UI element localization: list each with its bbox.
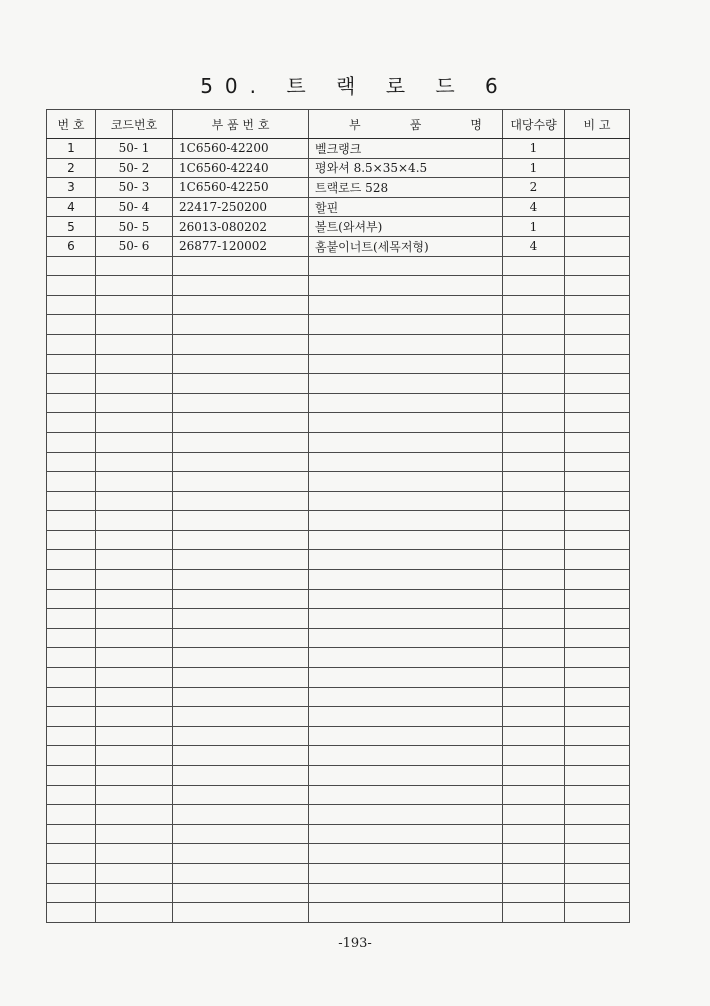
cell-quantity: 2	[503, 178, 565, 198]
table-row-empty	[47, 609, 630, 629]
empty-cell	[503, 432, 565, 452]
empty-cell	[96, 315, 173, 335]
empty-cell	[96, 766, 173, 786]
empty-cell	[47, 746, 96, 766]
empty-cell	[173, 334, 309, 354]
cell-part-number: 1C6560-42250	[173, 178, 309, 198]
cell-part-number: 26877-120002	[173, 236, 309, 256]
empty-cell	[565, 883, 630, 903]
table-row-empty	[47, 491, 630, 511]
table-row-empty	[47, 824, 630, 844]
table-row-empty	[47, 687, 630, 707]
table-row-empty	[47, 256, 630, 276]
empty-cell	[173, 824, 309, 844]
table-row-empty	[47, 805, 630, 825]
empty-cell	[565, 824, 630, 844]
empty-cell	[503, 805, 565, 825]
table-row-empty	[47, 334, 630, 354]
table-row-empty	[47, 295, 630, 315]
empty-cell	[503, 726, 565, 746]
table-row-empty	[47, 570, 630, 590]
cell-no: 1	[47, 139, 96, 159]
table-row-empty	[47, 628, 630, 648]
table-row	[47, 178, 630, 198]
empty-cell	[503, 668, 565, 688]
empty-cell	[309, 413, 503, 433]
cell-no: 2	[47, 158, 96, 178]
empty-cell	[173, 687, 309, 707]
table-row-empty	[47, 530, 630, 550]
empty-cell	[96, 570, 173, 590]
empty-cell	[96, 609, 173, 629]
parts-table	[46, 109, 630, 923]
cell-remarks	[565, 236, 630, 256]
empty-cell	[565, 374, 630, 394]
empty-cell	[503, 276, 565, 296]
empty-cell	[565, 609, 630, 629]
empty-cell	[309, 374, 503, 394]
empty-cell	[47, 530, 96, 550]
empty-cell	[47, 805, 96, 825]
table-row-empty	[47, 432, 630, 452]
empty-cell	[565, 550, 630, 570]
empty-cell	[47, 570, 96, 590]
empty-cell	[503, 903, 565, 923]
empty-cell	[503, 472, 565, 492]
empty-cell	[96, 589, 173, 609]
empty-cell	[565, 746, 630, 766]
empty-cell	[96, 863, 173, 883]
empty-cell	[503, 256, 565, 276]
empty-cell	[173, 511, 309, 531]
table-row-empty	[47, 472, 630, 492]
empty-cell	[309, 824, 503, 844]
empty-cell	[565, 628, 630, 648]
cell-remarks	[565, 178, 630, 198]
cell-code: 50- 6	[96, 236, 173, 256]
empty-cell	[309, 452, 503, 472]
empty-cell	[96, 668, 173, 688]
empty-cell	[96, 726, 173, 746]
table-row-empty	[47, 766, 630, 786]
empty-cell	[47, 824, 96, 844]
empty-cell	[565, 432, 630, 452]
empty-cell	[565, 766, 630, 786]
empty-cell	[309, 550, 503, 570]
empty-cell	[96, 413, 173, 433]
empty-cell	[47, 707, 96, 727]
empty-cell	[173, 413, 309, 433]
empty-cell	[503, 863, 565, 883]
empty-cell	[309, 354, 503, 374]
empty-cell	[47, 883, 96, 903]
table-row-empty	[47, 844, 630, 864]
table-row-empty	[47, 276, 630, 296]
empty-cell	[173, 766, 309, 786]
empty-cell	[565, 668, 630, 688]
cell-part-name: 홈붙이너트(세목저형)	[309, 236, 503, 256]
empty-cell	[173, 805, 309, 825]
empty-cell	[173, 707, 309, 727]
empty-cell	[47, 334, 96, 354]
table-row-empty	[47, 413, 630, 433]
cell-part-name: 평와셔 8.5×35×4.5	[309, 158, 503, 178]
empty-cell	[47, 628, 96, 648]
empty-cell	[96, 903, 173, 923]
empty-cell	[503, 883, 565, 903]
empty-cell	[96, 707, 173, 727]
empty-cell	[565, 707, 630, 727]
empty-cell	[96, 648, 173, 668]
empty-cell	[565, 589, 630, 609]
empty-cell	[503, 570, 565, 590]
empty-cell	[47, 315, 96, 335]
empty-cell	[565, 315, 630, 335]
empty-cell	[565, 530, 630, 550]
cell-code: 50- 5	[96, 217, 173, 237]
empty-cell	[47, 413, 96, 433]
empty-cell	[503, 530, 565, 550]
empty-cell	[309, 766, 503, 786]
empty-cell	[565, 393, 630, 413]
empty-cell	[96, 844, 173, 864]
empty-cell	[503, 295, 565, 315]
empty-cell	[309, 276, 503, 296]
cell-remarks	[565, 158, 630, 178]
empty-cell	[173, 668, 309, 688]
cell-no: 4	[47, 197, 96, 217]
cell-quantity: 1	[503, 217, 565, 237]
empty-cell	[565, 903, 630, 923]
table-row	[47, 197, 630, 217]
empty-cell	[309, 530, 503, 550]
empty-cell	[47, 256, 96, 276]
empty-cell	[96, 354, 173, 374]
header-part-name-char: 명	[470, 117, 482, 132]
empty-cell	[503, 687, 565, 707]
table-row-empty	[47, 863, 630, 883]
empty-cell	[47, 844, 96, 864]
empty-cell	[47, 491, 96, 511]
cell-code: 50- 3	[96, 178, 173, 198]
table-row-empty	[47, 374, 630, 394]
empty-cell	[173, 354, 309, 374]
empty-cell	[96, 785, 173, 805]
table-row-empty	[47, 746, 630, 766]
empty-cell	[47, 472, 96, 492]
cell-remarks	[565, 197, 630, 217]
empty-cell	[503, 334, 565, 354]
table-row-empty	[47, 393, 630, 413]
header-part-name	[309, 110, 503, 139]
empty-cell	[503, 609, 565, 629]
empty-cell	[565, 844, 630, 864]
empty-cell	[96, 256, 173, 276]
table-row-empty	[47, 668, 630, 688]
empty-cell	[47, 648, 96, 668]
table-row	[47, 139, 630, 159]
empty-cell	[96, 805, 173, 825]
empty-cell	[503, 491, 565, 511]
empty-cell	[47, 785, 96, 805]
empty-cell	[503, 550, 565, 570]
empty-cell	[309, 295, 503, 315]
empty-cell	[47, 452, 96, 472]
table-row	[47, 158, 630, 178]
empty-cell	[96, 883, 173, 903]
cell-code: 50- 2	[96, 158, 173, 178]
empty-cell	[47, 295, 96, 315]
empty-cell	[565, 785, 630, 805]
empty-cell	[173, 256, 309, 276]
cell-quantity: 4	[503, 236, 565, 256]
cell-quantity: 1	[503, 158, 565, 178]
table-row-empty	[47, 354, 630, 374]
cell-code: 50- 1	[96, 139, 173, 159]
empty-cell	[309, 609, 503, 629]
table-row-empty	[47, 883, 630, 903]
empty-cell	[96, 550, 173, 570]
empty-cell	[173, 452, 309, 472]
empty-cell	[565, 726, 630, 746]
empty-cell	[309, 393, 503, 413]
empty-cell	[173, 432, 309, 452]
page-number: -193-	[338, 936, 372, 951]
empty-cell	[47, 276, 96, 296]
empty-cell	[96, 746, 173, 766]
table-row	[47, 217, 630, 237]
empty-cell	[96, 393, 173, 413]
empty-cell	[565, 354, 630, 374]
table-header-row	[47, 110, 630, 139]
empty-cell	[47, 726, 96, 746]
table-row-empty	[47, 648, 630, 668]
empty-cell	[309, 628, 503, 648]
empty-cell	[96, 472, 173, 492]
empty-cell	[173, 844, 309, 864]
empty-cell	[565, 256, 630, 276]
empty-cell	[309, 844, 503, 864]
empty-cell	[503, 452, 565, 472]
empty-cell	[503, 589, 565, 609]
empty-cell	[173, 315, 309, 335]
empty-cell	[173, 903, 309, 923]
table-row-empty	[47, 903, 630, 923]
empty-cell	[565, 805, 630, 825]
empty-cell	[173, 393, 309, 413]
empty-cell	[96, 491, 173, 511]
empty-cell	[47, 687, 96, 707]
header-part-number: 부 품 번 호	[173, 110, 309, 139]
cell-part-name: 할핀	[309, 197, 503, 217]
empty-cell	[96, 432, 173, 452]
empty-cell	[309, 432, 503, 452]
empty-cell	[503, 766, 565, 786]
table-row-empty	[47, 550, 630, 570]
empty-cell	[503, 707, 565, 727]
empty-cell	[47, 589, 96, 609]
empty-cell	[565, 570, 630, 590]
empty-cell	[173, 863, 309, 883]
empty-cell	[309, 668, 503, 688]
empty-cell	[503, 648, 565, 668]
empty-cell	[173, 374, 309, 394]
empty-cell	[309, 570, 503, 590]
empty-cell	[565, 452, 630, 472]
cell-no: 3	[47, 178, 96, 198]
empty-cell	[173, 648, 309, 668]
empty-cell	[565, 276, 630, 296]
cell-no: 5	[47, 217, 96, 237]
empty-cell	[173, 530, 309, 550]
cell-code: 50- 4	[96, 197, 173, 217]
header-remarks: 비 고	[565, 110, 630, 139]
header-code: 코드번호	[96, 110, 173, 139]
empty-cell	[309, 726, 503, 746]
empty-cell	[173, 746, 309, 766]
header-no: 번 호	[47, 110, 96, 139]
empty-cell	[47, 432, 96, 452]
empty-cell	[309, 805, 503, 825]
cell-part-number: 22417-250200	[173, 197, 309, 217]
header-part-name-char: 부	[349, 117, 361, 132]
empty-cell	[173, 609, 309, 629]
header-part-name-char: 품	[409, 117, 422, 132]
empty-cell	[309, 511, 503, 531]
empty-cell	[173, 785, 309, 805]
empty-cell	[47, 609, 96, 629]
table-row-empty	[47, 452, 630, 472]
empty-cell	[96, 374, 173, 394]
empty-cell	[565, 491, 630, 511]
empty-cell	[565, 472, 630, 492]
empty-cell	[309, 491, 503, 511]
empty-cell	[503, 315, 565, 335]
cell-quantity: 1	[503, 139, 565, 159]
empty-cell	[96, 334, 173, 354]
empty-cell	[503, 628, 565, 648]
empty-cell	[565, 687, 630, 707]
cell-part-number: 26013-080202	[173, 217, 309, 237]
cell-remarks	[565, 217, 630, 237]
empty-cell	[309, 315, 503, 335]
empty-cell	[565, 648, 630, 668]
table-row-empty	[47, 726, 630, 746]
cell-part-name: 트랙로드 528	[309, 178, 503, 198]
empty-cell	[47, 668, 96, 688]
empty-cell	[173, 570, 309, 590]
empty-cell	[565, 334, 630, 354]
empty-cell	[309, 863, 503, 883]
empty-cell	[173, 883, 309, 903]
empty-cell	[47, 863, 96, 883]
empty-cell	[309, 746, 503, 766]
empty-cell	[309, 687, 503, 707]
empty-cell	[565, 511, 630, 531]
empty-cell	[47, 393, 96, 413]
empty-cell	[96, 628, 173, 648]
empty-cell	[173, 472, 309, 492]
empty-cell	[47, 766, 96, 786]
empty-cell	[309, 472, 503, 492]
empty-cell	[47, 511, 96, 531]
empty-cell	[173, 295, 309, 315]
table-row-empty	[47, 785, 630, 805]
empty-cell	[503, 824, 565, 844]
header-quantity: 대당수량	[503, 110, 565, 139]
table-row-empty	[47, 707, 630, 727]
empty-cell	[47, 903, 96, 923]
empty-cell	[96, 530, 173, 550]
cell-remarks	[565, 139, 630, 159]
empty-cell	[503, 413, 565, 433]
empty-cell	[47, 374, 96, 394]
empty-cell	[503, 746, 565, 766]
table-body	[47, 139, 630, 923]
page-title: 50. 트 랙 로 드 6	[200, 74, 510, 98]
empty-cell	[47, 354, 96, 374]
empty-cell	[309, 903, 503, 923]
table-row-empty	[47, 315, 630, 335]
empty-cell	[565, 295, 630, 315]
cell-part-name: 볼트(와셔부)	[309, 217, 503, 237]
empty-cell	[503, 511, 565, 531]
empty-cell	[503, 844, 565, 864]
empty-cell	[96, 452, 173, 472]
empty-cell	[565, 413, 630, 433]
empty-cell	[503, 785, 565, 805]
table-row-empty	[47, 511, 630, 531]
empty-cell	[173, 491, 309, 511]
cell-quantity: 4	[503, 197, 565, 217]
empty-cell	[309, 883, 503, 903]
empty-cell	[96, 276, 173, 296]
cell-part-number: 1C6560-42200	[173, 139, 309, 159]
cell-part-name: 벨크랭크	[309, 139, 503, 159]
empty-cell	[309, 785, 503, 805]
cell-part-number: 1C6560-42240	[173, 158, 309, 178]
empty-cell	[173, 550, 309, 570]
cell-no: 6	[47, 236, 96, 256]
empty-cell	[309, 648, 503, 668]
empty-cell	[96, 687, 173, 707]
empty-cell	[503, 374, 565, 394]
empty-cell	[503, 354, 565, 374]
empty-cell	[173, 726, 309, 746]
empty-cell	[173, 628, 309, 648]
empty-cell	[309, 707, 503, 727]
empty-cell	[309, 334, 503, 354]
empty-cell	[309, 589, 503, 609]
empty-cell	[96, 295, 173, 315]
table-row-empty	[47, 589, 630, 609]
empty-cell	[96, 511, 173, 531]
table-row	[47, 236, 630, 256]
empty-cell	[47, 550, 96, 570]
empty-cell	[173, 589, 309, 609]
empty-cell	[309, 256, 503, 276]
empty-cell	[565, 863, 630, 883]
empty-cell	[96, 824, 173, 844]
empty-cell	[173, 276, 309, 296]
empty-cell	[503, 393, 565, 413]
